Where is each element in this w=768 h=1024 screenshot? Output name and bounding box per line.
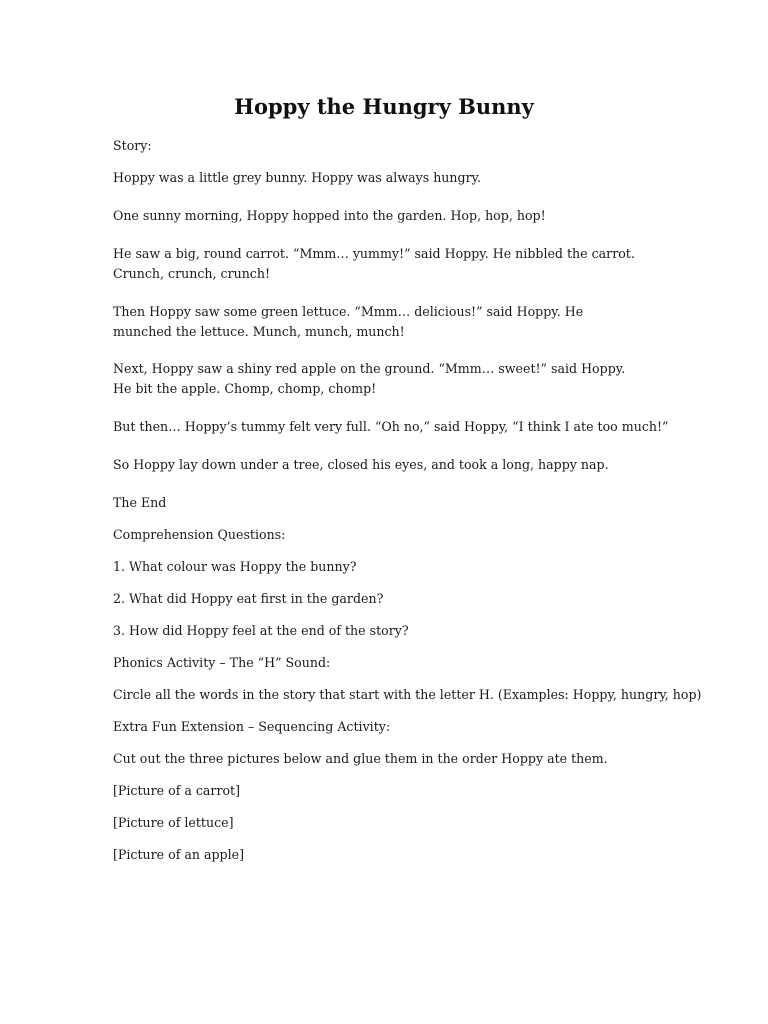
phonics-instruction: Circle all the words in the story that start with the letter H. (Examples: Hoppy, hungry, hop): [113, 687, 702, 702]
question-3: 3. How did Hoppy feel at the end of the story?: [113, 623, 409, 638]
document-title: Hoppy the Hungry Bunny: [234, 94, 534, 119]
story-paragraph-3: He saw a big, round carrot. “Mmm… yummy!” said Hoppy. He nibbled the carrot. Crunch, crunch, crunch!: [113, 246, 635, 281]
story-paragraph-2: One sunny morning, Hoppy hopped into the garden. Hop, hop, hop!: [113, 208, 546, 223]
story-label: Story:: [113, 138, 152, 153]
question-2: 2. What did Hoppy eat first in the garden?: [113, 591, 384, 606]
picture-placeholder-lettuce: [Picture of lettuce]: [113, 815, 234, 830]
phonics-heading: Phonics Activity – The “H” Sound:: [113, 655, 331, 670]
extension-instruction: Cut out the three pictures below and glue them in the order Hoppy ate them.: [113, 751, 608, 766]
story-paragraph-6: But then… Hoppy’s tummy felt very full. “Oh no,” said Hoppy, “I think I ate too much!”: [113, 419, 669, 434]
question-1: 1. What colour was Hoppy the bunny?: [113, 559, 357, 574]
story-paragraph-1: Hoppy was a little grey bunny. Hoppy was always hungry.: [113, 170, 482, 185]
picture-placeholder-apple: [Picture of an apple]: [113, 847, 245, 862]
story-paragraph-5: Next, Hoppy saw a shiny red apple on the ground. “Mmm… sweet!” said Hoppy. He bit the apple. Chomp, chomp, chomp!: [113, 361, 626, 396]
story-paragraph-4: Then Hoppy saw some green lettuce. “Mmm… delicious!” said Hoppy. He munched the lettuce. Munch, munch, munch!: [113, 304, 584, 339]
story-paragraph-7: So Hoppy lay down under a tree, closed his eyes, and took a long, happy nap.: [113, 457, 609, 472]
questions-heading: Comprehension Questions:: [113, 527, 286, 542]
story-the-end: The End: [113, 495, 167, 510]
extension-heading: Extra Fun Extension – Sequencing Activity:: [113, 719, 391, 734]
picture-placeholder-carrot: [Picture of a carrot]: [113, 783, 241, 798]
